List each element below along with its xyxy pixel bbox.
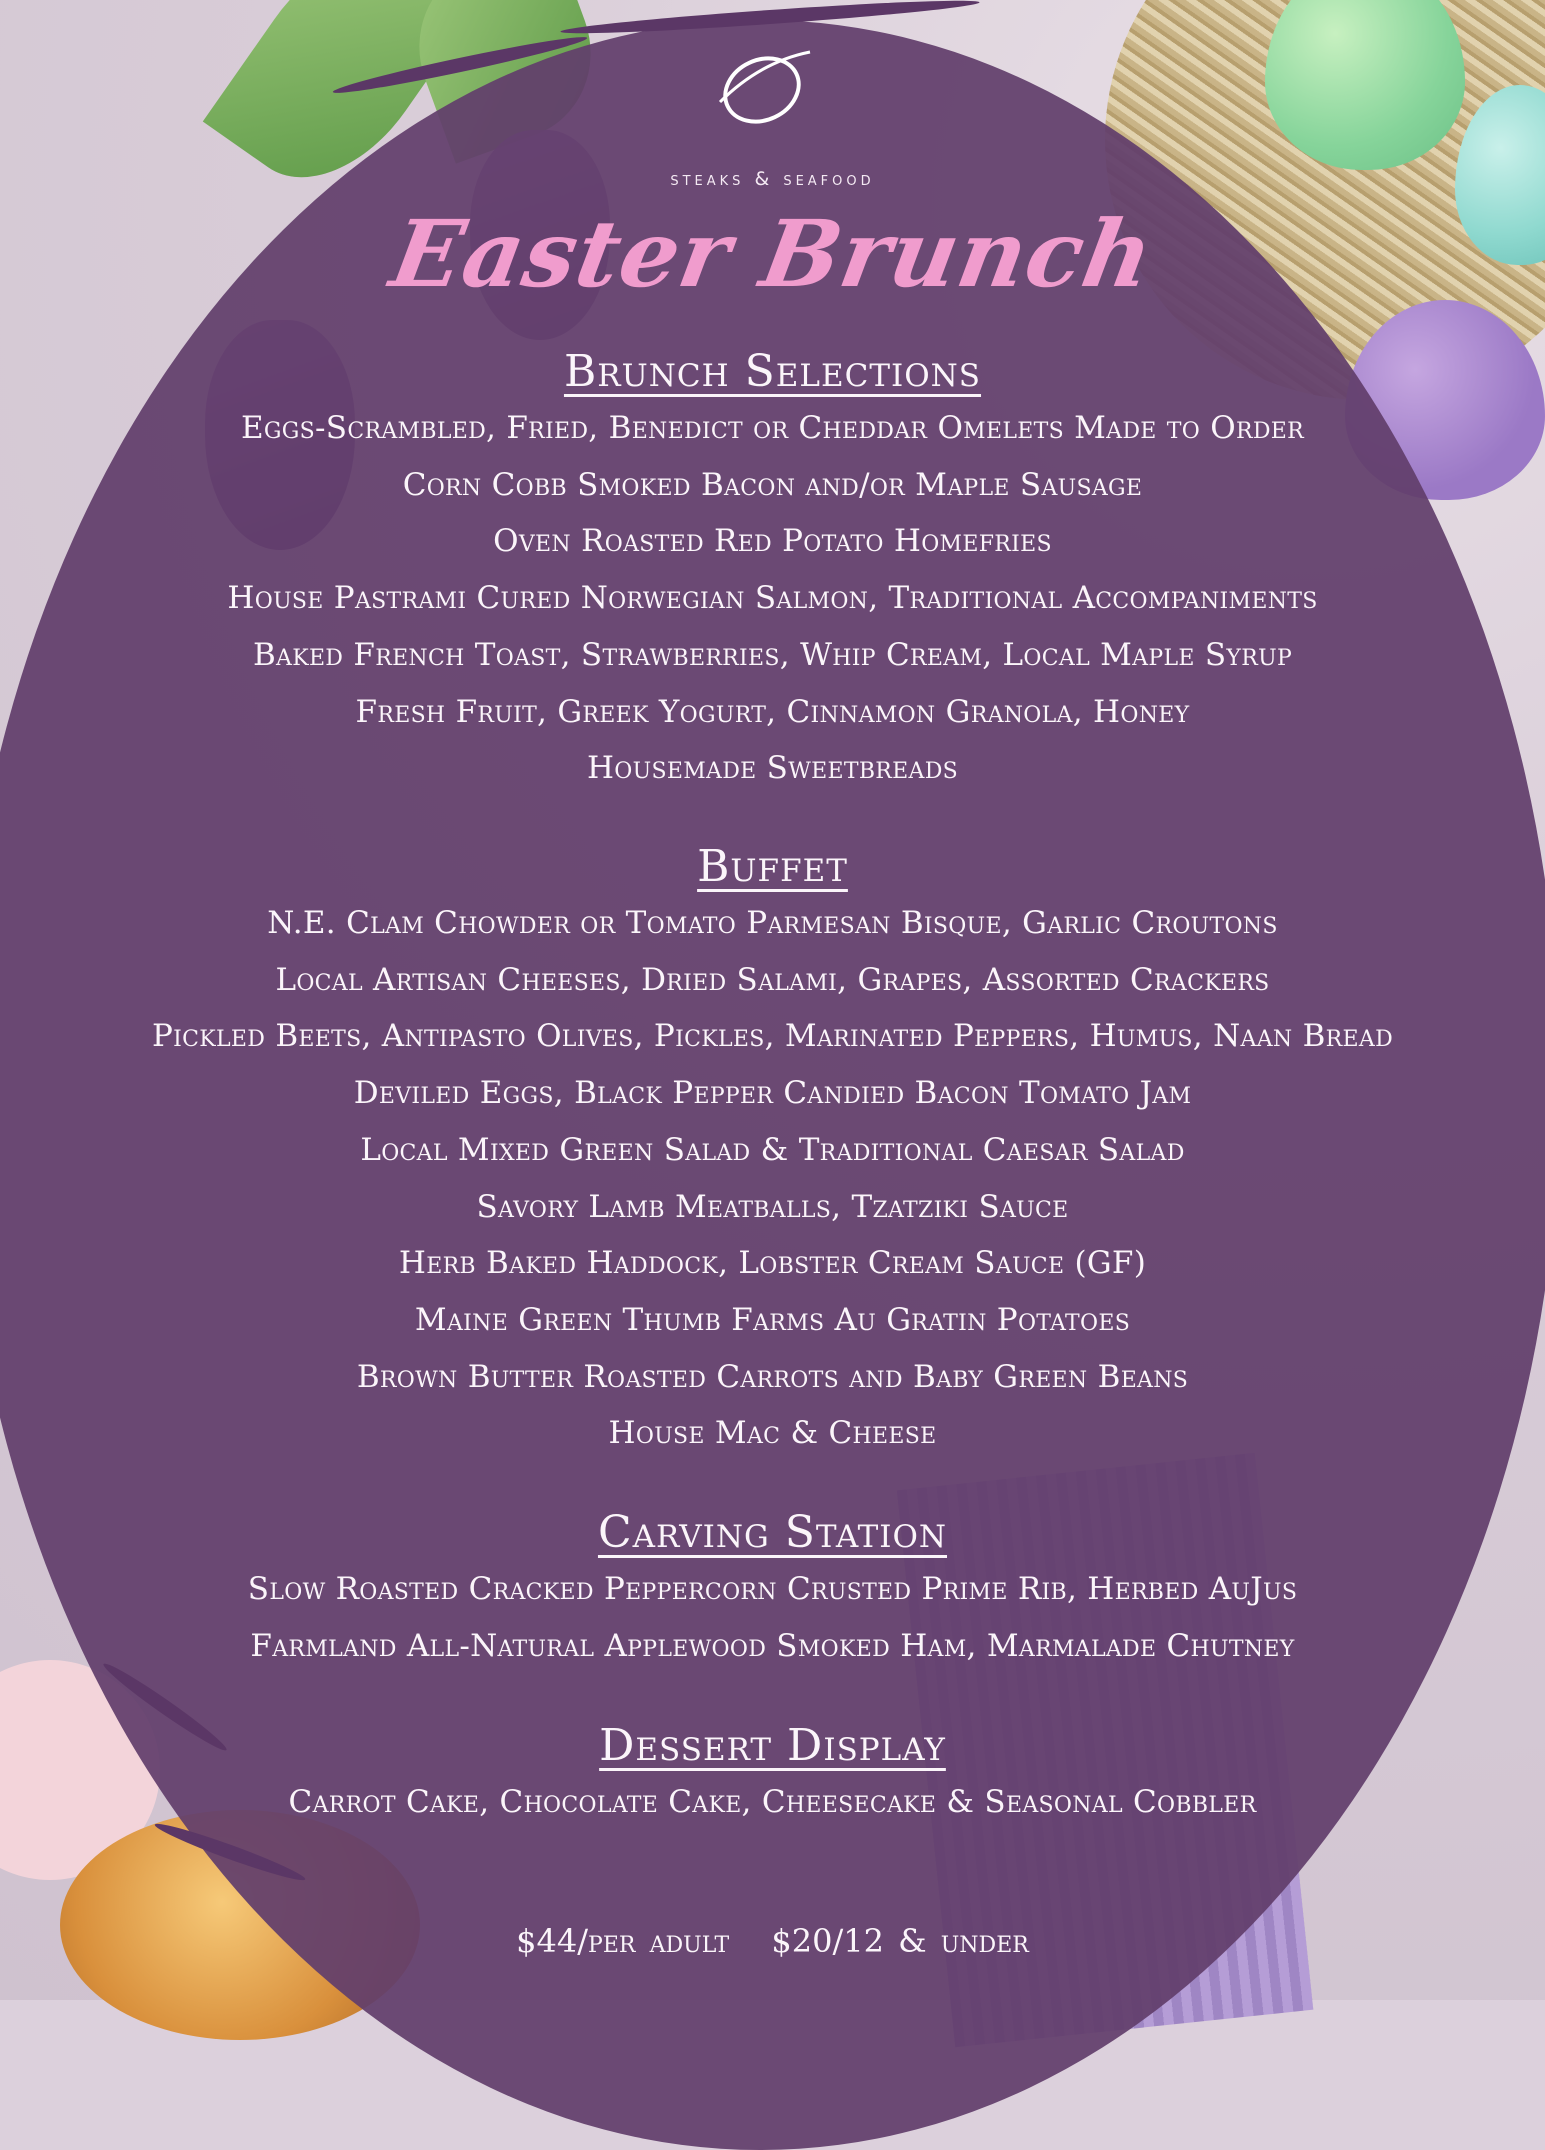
section-heading: Dessert Display xyxy=(599,1720,946,1771)
menu-item: Farmland All-Natural Applewood Smoked Ham, Marmalade Chutney xyxy=(250,1627,1295,1664)
logo-letter: O xyxy=(765,101,767,103)
menu-item: Carrot Cake, Chocolate Cake, Cheesecake & Seasonal Cobbler xyxy=(288,1784,1257,1820)
menu-item: Fresh Fruit, Greek Yogurt, Cinnamon Granola, Honey xyxy=(355,693,1190,730)
restaurant-logo xyxy=(700,42,830,132)
menu-item: House Mac & Cheese xyxy=(608,1415,937,1452)
menu-item: Local Mixed Green Salad & Traditional Caesar Salad xyxy=(360,1131,1185,1168)
restaurant-tagline: steaks & seafood xyxy=(670,168,875,190)
menu-item: Eggs-Scrambled, Fried, Benedict or Cheddar Omelets Made to Order xyxy=(240,410,1305,446)
menu-item: Brown Butter Roasted Carrots and Baby Green Beans xyxy=(356,1358,1189,1395)
menu-title: Easter Brunch xyxy=(383,200,1162,308)
menu-item: Deviled Eggs, Black Pepper Candied Bacon Tomato Jam xyxy=(353,1075,1192,1112)
section-heading: Carving Station xyxy=(597,1507,948,1558)
section-heading: Buffet xyxy=(697,841,848,892)
adult-price: $44/per adult xyxy=(516,1922,730,1960)
menu-item: Oven Roasted Red Potato Homefries xyxy=(493,523,1052,560)
pricing xyxy=(0,1922,1545,1960)
menu-item: House Pastrami Cured Norwegian Salmon, Traditional Accompaniments xyxy=(227,580,1318,617)
green-easter-egg xyxy=(1265,0,1465,170)
menu-item: Maine Green Thumb Farms Au Gratin Potatoes xyxy=(414,1301,1131,1338)
menu-item: Baked French Toast, Strawberries, Whip Cream, Local Maple Syrup xyxy=(252,636,1293,673)
section-brunch-selections xyxy=(0,344,1545,797)
menu-item: Pickled Beets, Antipasto Olives, Pickles, Marinated Peppers, Humus, Naan Bread xyxy=(151,1018,1394,1055)
menu-item: Housemade Sweetbreads xyxy=(586,750,959,787)
section-buffet xyxy=(0,839,1545,1462)
menu-item: Savory Lamb Meatballs, Tzatziki Sauce xyxy=(476,1188,1069,1225)
menu-item: Corn Cobb Smoked Bacon and/or Maple Sausage xyxy=(402,466,1143,503)
menu-item: Local Artisan Cheeses, Dried Salami, Grapes, Assorted Crackers xyxy=(275,961,1270,998)
menu-item: N.E. Clam Chowder or Tomato Parmesan Bisque, Garlic Croutons xyxy=(267,905,1278,941)
menu-item: Slow Roasted Cracked Peppercorn Crusted Prime Rib, Herbed AuJus xyxy=(247,1571,1298,1607)
section-carving-station xyxy=(0,1505,1545,1674)
menu-item: Herb Baked Haddock, Lobster Cream Sauce (GF) xyxy=(398,1245,1147,1282)
child-price: $20/12 & under xyxy=(771,1922,1029,1960)
section-dessert-display xyxy=(0,1718,1545,1831)
section-heading: Brunch Selections xyxy=(563,346,982,397)
